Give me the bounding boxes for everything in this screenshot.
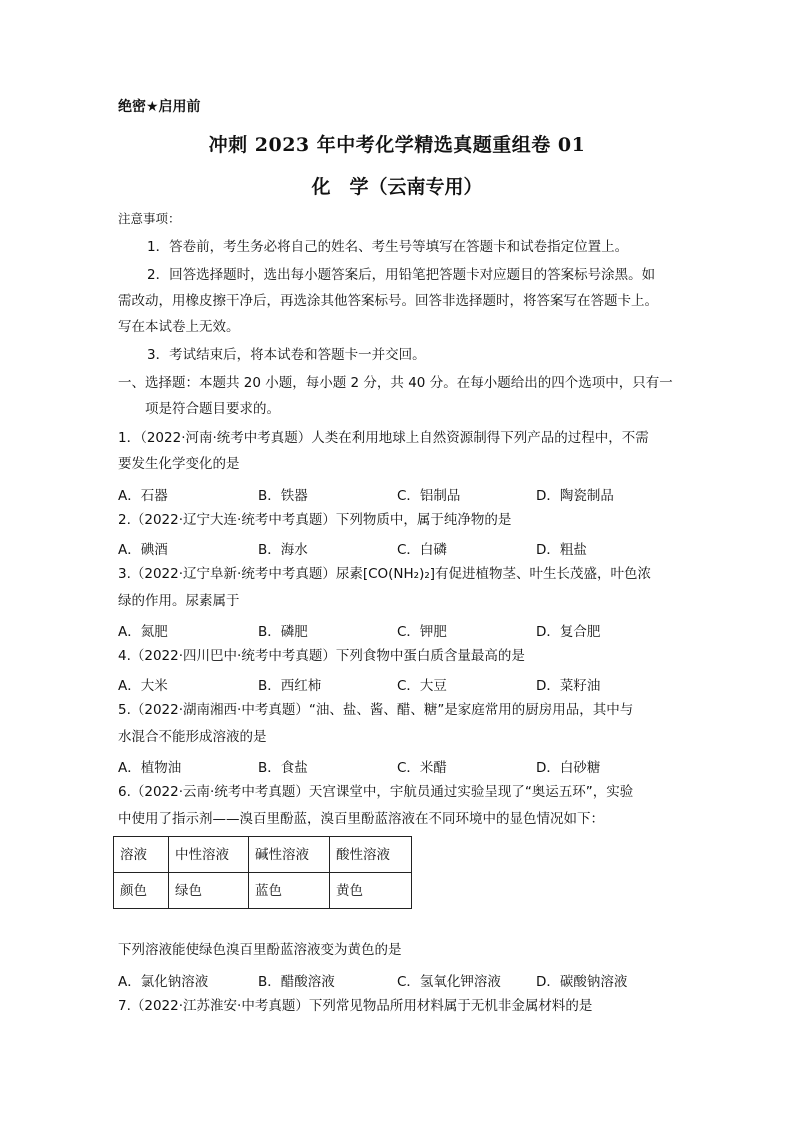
option-b: B．醋酸溶液 xyxy=(258,974,335,990)
table-cell: 酸性溶液 xyxy=(330,837,412,873)
notice-item: 3．考试结束后，将本试卷和答题卡一并交回。 xyxy=(147,347,426,363)
indicator-color-table xyxy=(113,836,412,909)
question-stem: 1．（2022·河南·统考中考真题）人类在利用地球上自然资源制得下列产品的过程中，不需 xyxy=(118,430,649,446)
option-b: B．海水 xyxy=(258,542,308,558)
table-cell: 碱性溶液 xyxy=(249,837,330,873)
option-b: B．磷肥 xyxy=(258,624,308,640)
option-a: A．植物油 xyxy=(118,760,182,776)
option-a: A．氮肥 xyxy=(118,624,168,640)
option-d: D．复合肥 xyxy=(536,624,601,640)
option-c: C．米醋 xyxy=(397,760,447,776)
question-stem: 中使用了指示剂——溴百里酚蓝，溴百里酚蓝溶液在不同环境中的显色情况如下： xyxy=(118,811,604,827)
question-stem: 4.（2022·四川巴中·统考中考真题）下列食物中蛋白质含量最高的是 xyxy=(118,648,525,664)
question-stem: 5.（2022·湖南湘西·中考真题）“油、盐、酱、醋、糖”是家庭常用的厨房用品，其中与 xyxy=(118,702,634,718)
option-b: B．铁器 xyxy=(258,488,308,504)
notice-heading: 注意事项： xyxy=(118,211,181,226)
option-a: A．大米 xyxy=(118,678,168,694)
option-d: D．菜籽油 xyxy=(536,678,601,694)
option-a: A．石器 xyxy=(118,488,168,504)
table-cell: 颜色 xyxy=(114,873,169,909)
table-cell: 绿色 xyxy=(169,873,249,909)
option-d: D．陶瓷制品 xyxy=(536,488,614,504)
question-stem: 7.（2022·江苏淮安·中考真题）下列常见物品所用材料属于无机非金属材料的是 xyxy=(118,998,593,1014)
question-stem: 2.（2022·辽宁大连·统考中考真题）下列物质中，属于纯净物的是 xyxy=(118,512,512,528)
option-b: B．西红柿 xyxy=(258,678,322,694)
question-stem: 6.（2022·云南·统考中考真题）天宫课堂中，宇航员通过实验呈现了“奥运五环”，实验 xyxy=(118,784,634,800)
notice-item: 需改动，用橡皮擦干净后，再选涂其他答案标号。回答非选择题时，将答案写在答题卡上。 xyxy=(118,293,658,309)
table-cell: 溶液 xyxy=(114,837,169,873)
option-c: C．氢氧化钾溶液 xyxy=(397,974,501,990)
option-c: C．白磷 xyxy=(397,542,447,558)
confidential-label: 绝密★启用前 xyxy=(118,99,201,115)
notice-item: 1．答卷前，考生务必将自己的姓名、考生号等填写在答题卡和试卷指定位置上。 xyxy=(147,239,629,255)
section-heading: 一、选择题：本题共 20 小题，每小题 2 分，共 40 分。在每小题给出的四个选项中，只有一 xyxy=(118,375,673,391)
table-cell: 蓝色 xyxy=(249,873,330,909)
exam-title: 冲刺 2023 年中考化学精选真题重组卷 01 xyxy=(208,134,586,156)
option-b: B．食盐 xyxy=(258,760,308,776)
option-d: D．粗盐 xyxy=(536,542,587,558)
table-row xyxy=(114,873,412,909)
option-c: C．钾肥 xyxy=(397,624,447,640)
option-d: D．白砂糖 xyxy=(536,760,601,776)
notice-item: 写在本试卷上无效。 xyxy=(118,319,240,335)
table-cell: 黄色 xyxy=(330,873,412,909)
option-a: A．氯化钠溶液 xyxy=(118,974,209,990)
notice-item: 2．回答选择题时，选出每小题答案后，用铅笔把答题卡对应题目的答案标号涂黑。如 xyxy=(147,267,656,283)
option-c: C．铝制品 xyxy=(397,488,461,504)
question-stem: 3.（2022·辽宁阜新·统考中考真题）尿素[CO(NH₂)₂]有促进植物茎、叶生长茂盛，叶色浓 xyxy=(118,566,652,582)
option-d: D．碳酸钠溶液 xyxy=(536,974,628,990)
exam-subtitle: 化 学（云南专用） xyxy=(311,176,483,198)
option-a: A．碘酒 xyxy=(118,542,168,558)
option-c: C．大豆 xyxy=(397,678,447,694)
question-stem: 绿的作用。尿素属于 xyxy=(118,593,240,609)
section-heading-cont: 项是符合题目要求的。 xyxy=(145,401,280,417)
question-stem: 要发生化学变化的是 xyxy=(118,456,240,472)
table-cell: 中性溶液 xyxy=(169,837,249,873)
table-row xyxy=(114,837,412,873)
question-stem: 下列溶液能使绿色溴百里酚蓝溶液变为黄色的是 xyxy=(118,942,402,958)
question-stem: 水混合不能形成溶液的是 xyxy=(118,729,267,745)
